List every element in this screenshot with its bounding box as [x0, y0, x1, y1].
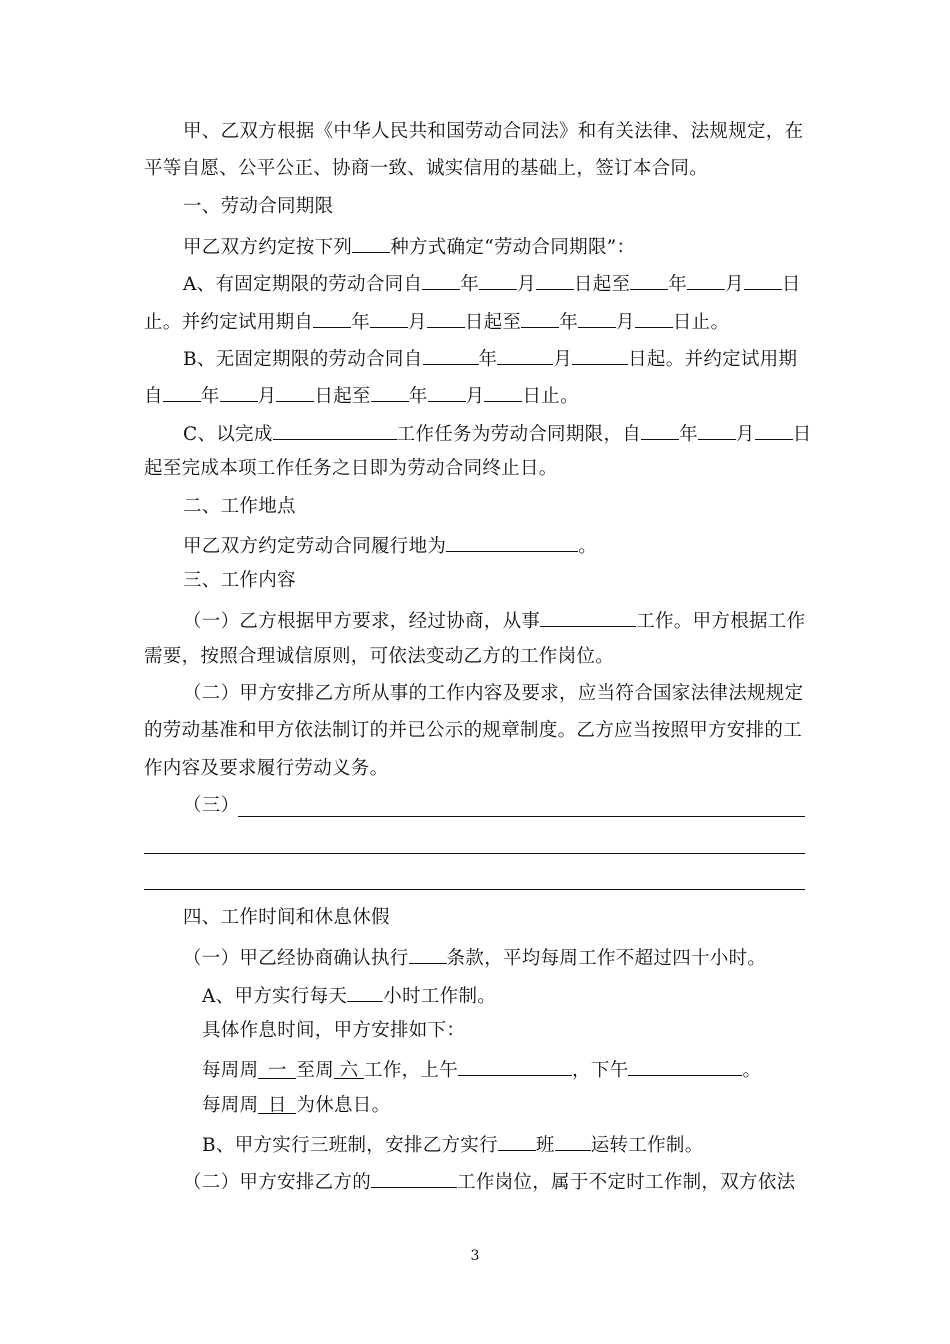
option-c-line-2: 起至完成本项工作任务之日即为劳动合同终止日。 — [144, 458, 558, 479]
probation-end-day-blank[interactable] — [635, 308, 673, 328]
b-probation-start-year-blank[interactable] — [163, 382, 201, 402]
rest-day-field[interactable]: 日 — [258, 1094, 296, 1114]
start-year-blank[interactable] — [422, 270, 460, 290]
page-number: 3 — [470, 1248, 480, 1264]
end-month-blank[interactable] — [687, 270, 725, 290]
probation-start-month-blank[interactable] — [370, 308, 408, 328]
work-hours-line: （一）甲乙经协商确认执行 条款，平均每周工作不超过四十小时。 — [183, 944, 766, 971]
end-year-blank[interactable] — [630, 270, 668, 290]
rotation-count-blank[interactable] — [555, 1131, 591, 1151]
b-probation-start-day-blank[interactable] — [276, 382, 314, 402]
b-probation-end-year-blank[interactable] — [371, 382, 409, 402]
probation-start-day-blank[interactable] — [427, 308, 465, 328]
method-blank[interactable] — [352, 233, 390, 253]
probation-end-year-blank[interactable] — [521, 308, 559, 328]
task-name-blank[interactable] — [273, 420, 397, 440]
c-start-day-blank[interactable] — [755, 420, 793, 440]
job-type-blank[interactable] — [540, 607, 636, 627]
option-a-line-1: A、有固定期限的劳动合同自 年 月 日起至 年 月 日 — [183, 270, 801, 297]
section-3-heading: 三、工作内容 — [183, 570, 296, 591]
workweek-line: 每周周 一 至周 六 工作，上午 ，下午 。 — [202, 1056, 761, 1083]
position-blank[interactable] — [371, 1168, 457, 1188]
job-other-blank-line-2[interactable] — [144, 853, 805, 854]
c-start-year-blank[interactable] — [641, 420, 679, 440]
shift-count-blank[interactable] — [498, 1131, 536, 1151]
option-b-line-2: 自 年 月 日起至 年 月 日止。 — [144, 382, 579, 409]
job-requirements-line-1: （二）甲方安排乙方所从事的工作内容及要求，应当符合国家法律法规规定 — [183, 683, 804, 704]
work-location-blank[interactable] — [446, 532, 578, 552]
start-day-blank[interactable] — [536, 270, 574, 290]
option-b-line-1: B、无固定期限的劳动合同自 年 月 日起。并约定试用期 — [183, 345, 797, 372]
start-month-blank[interactable] — [479, 270, 517, 290]
clause-blank[interactable] — [409, 944, 447, 964]
b-start-day-blank[interactable] — [572, 345, 628, 365]
section-4-heading: 四、工作时间和休息休假 — [183, 907, 390, 928]
probation-start-year-blank[interactable] — [313, 308, 351, 328]
b-probation-end-day-blank[interactable] — [484, 382, 522, 402]
option-a-line-2: 止。并约定试用期自 年 月 日起至 年 月 日止。 — [144, 308, 729, 335]
job-other-blank-line-3[interactable] — [144, 889, 805, 890]
job-other-label: （三） — [183, 795, 240, 816]
workweek-to-field[interactable]: 六 — [334, 1059, 364, 1079]
shift-system-line: B、甲方实行三班制，安排乙方实行 班 运转工作制。 — [202, 1131, 704, 1158]
option-c-line-1: C、以完成 工作任务为劳动合同期限，自 年 月 日 — [183, 420, 812, 447]
c-start-month-blank[interactable] — [698, 420, 736, 440]
job-content-line-2: 需要，按照合理诚信原则，可依法变动乙方的工作岗位。 — [144, 646, 615, 667]
b-probation-start-month-blank[interactable] — [220, 382, 258, 402]
probation-end-month-blank[interactable] — [578, 308, 616, 328]
work-location-line: 甲乙双方约定劳动合同履行地为 。 — [183, 532, 597, 559]
flexible-hours-line: （二）甲方安排乙方的 工作岗位，属于不定时工作制，双方依法 — [183, 1168, 795, 1195]
b-start-year-blank[interactable] — [423, 345, 479, 365]
b-probation-end-month-blank[interactable] — [428, 382, 466, 402]
afternoon-hours-blank[interactable] — [628, 1056, 742, 1076]
contract-term-method-line: 甲乙双方约定按下列 种方式确定“劳动合同期限”： — [183, 233, 635, 260]
job-requirements-line-2: 的劳动基准和甲方依法制订的并已公示的规章制度。乙方应当按照甲方安排的工 — [144, 720, 803, 741]
workweek-from-field[interactable]: 一 — [258, 1059, 296, 1079]
schedule-line: 具体作息时间，甲方安排如下： — [202, 1020, 466, 1041]
job-other-blank-line-1[interactable] — [238, 816, 805, 817]
job-content-line-1: （一）乙方根据甲方要求，经过协商，从事 工作。甲方根据工作 — [183, 607, 805, 634]
rest-day-line: 每周周 日 为休息日。 — [202, 1095, 391, 1116]
end-day-blank[interactable] — [744, 270, 782, 290]
daily-hours-line: A、甲方实行每天 小时工作制。 — [202, 982, 496, 1009]
daily-hours-blank[interactable] — [347, 982, 383, 1002]
intro-line-1: 甲、乙双方根据《中华人民共和国劳动合同法》和有关法律、法规规定，在 — [183, 121, 804, 142]
morning-hours-blank[interactable] — [458, 1056, 572, 1076]
section-1-heading: 一、劳动合同期限 — [183, 196, 334, 217]
job-requirements-line-3: 作内容及要求履行劳动义务。 — [144, 758, 389, 779]
intro-line-2: 平等自愿、公平公正、协商一致、诚实信用的基础上，签订本合同。 — [144, 158, 709, 179]
b-start-month-blank[interactable] — [497, 345, 553, 365]
section-2-heading: 二、工作地点 — [183, 496, 296, 517]
